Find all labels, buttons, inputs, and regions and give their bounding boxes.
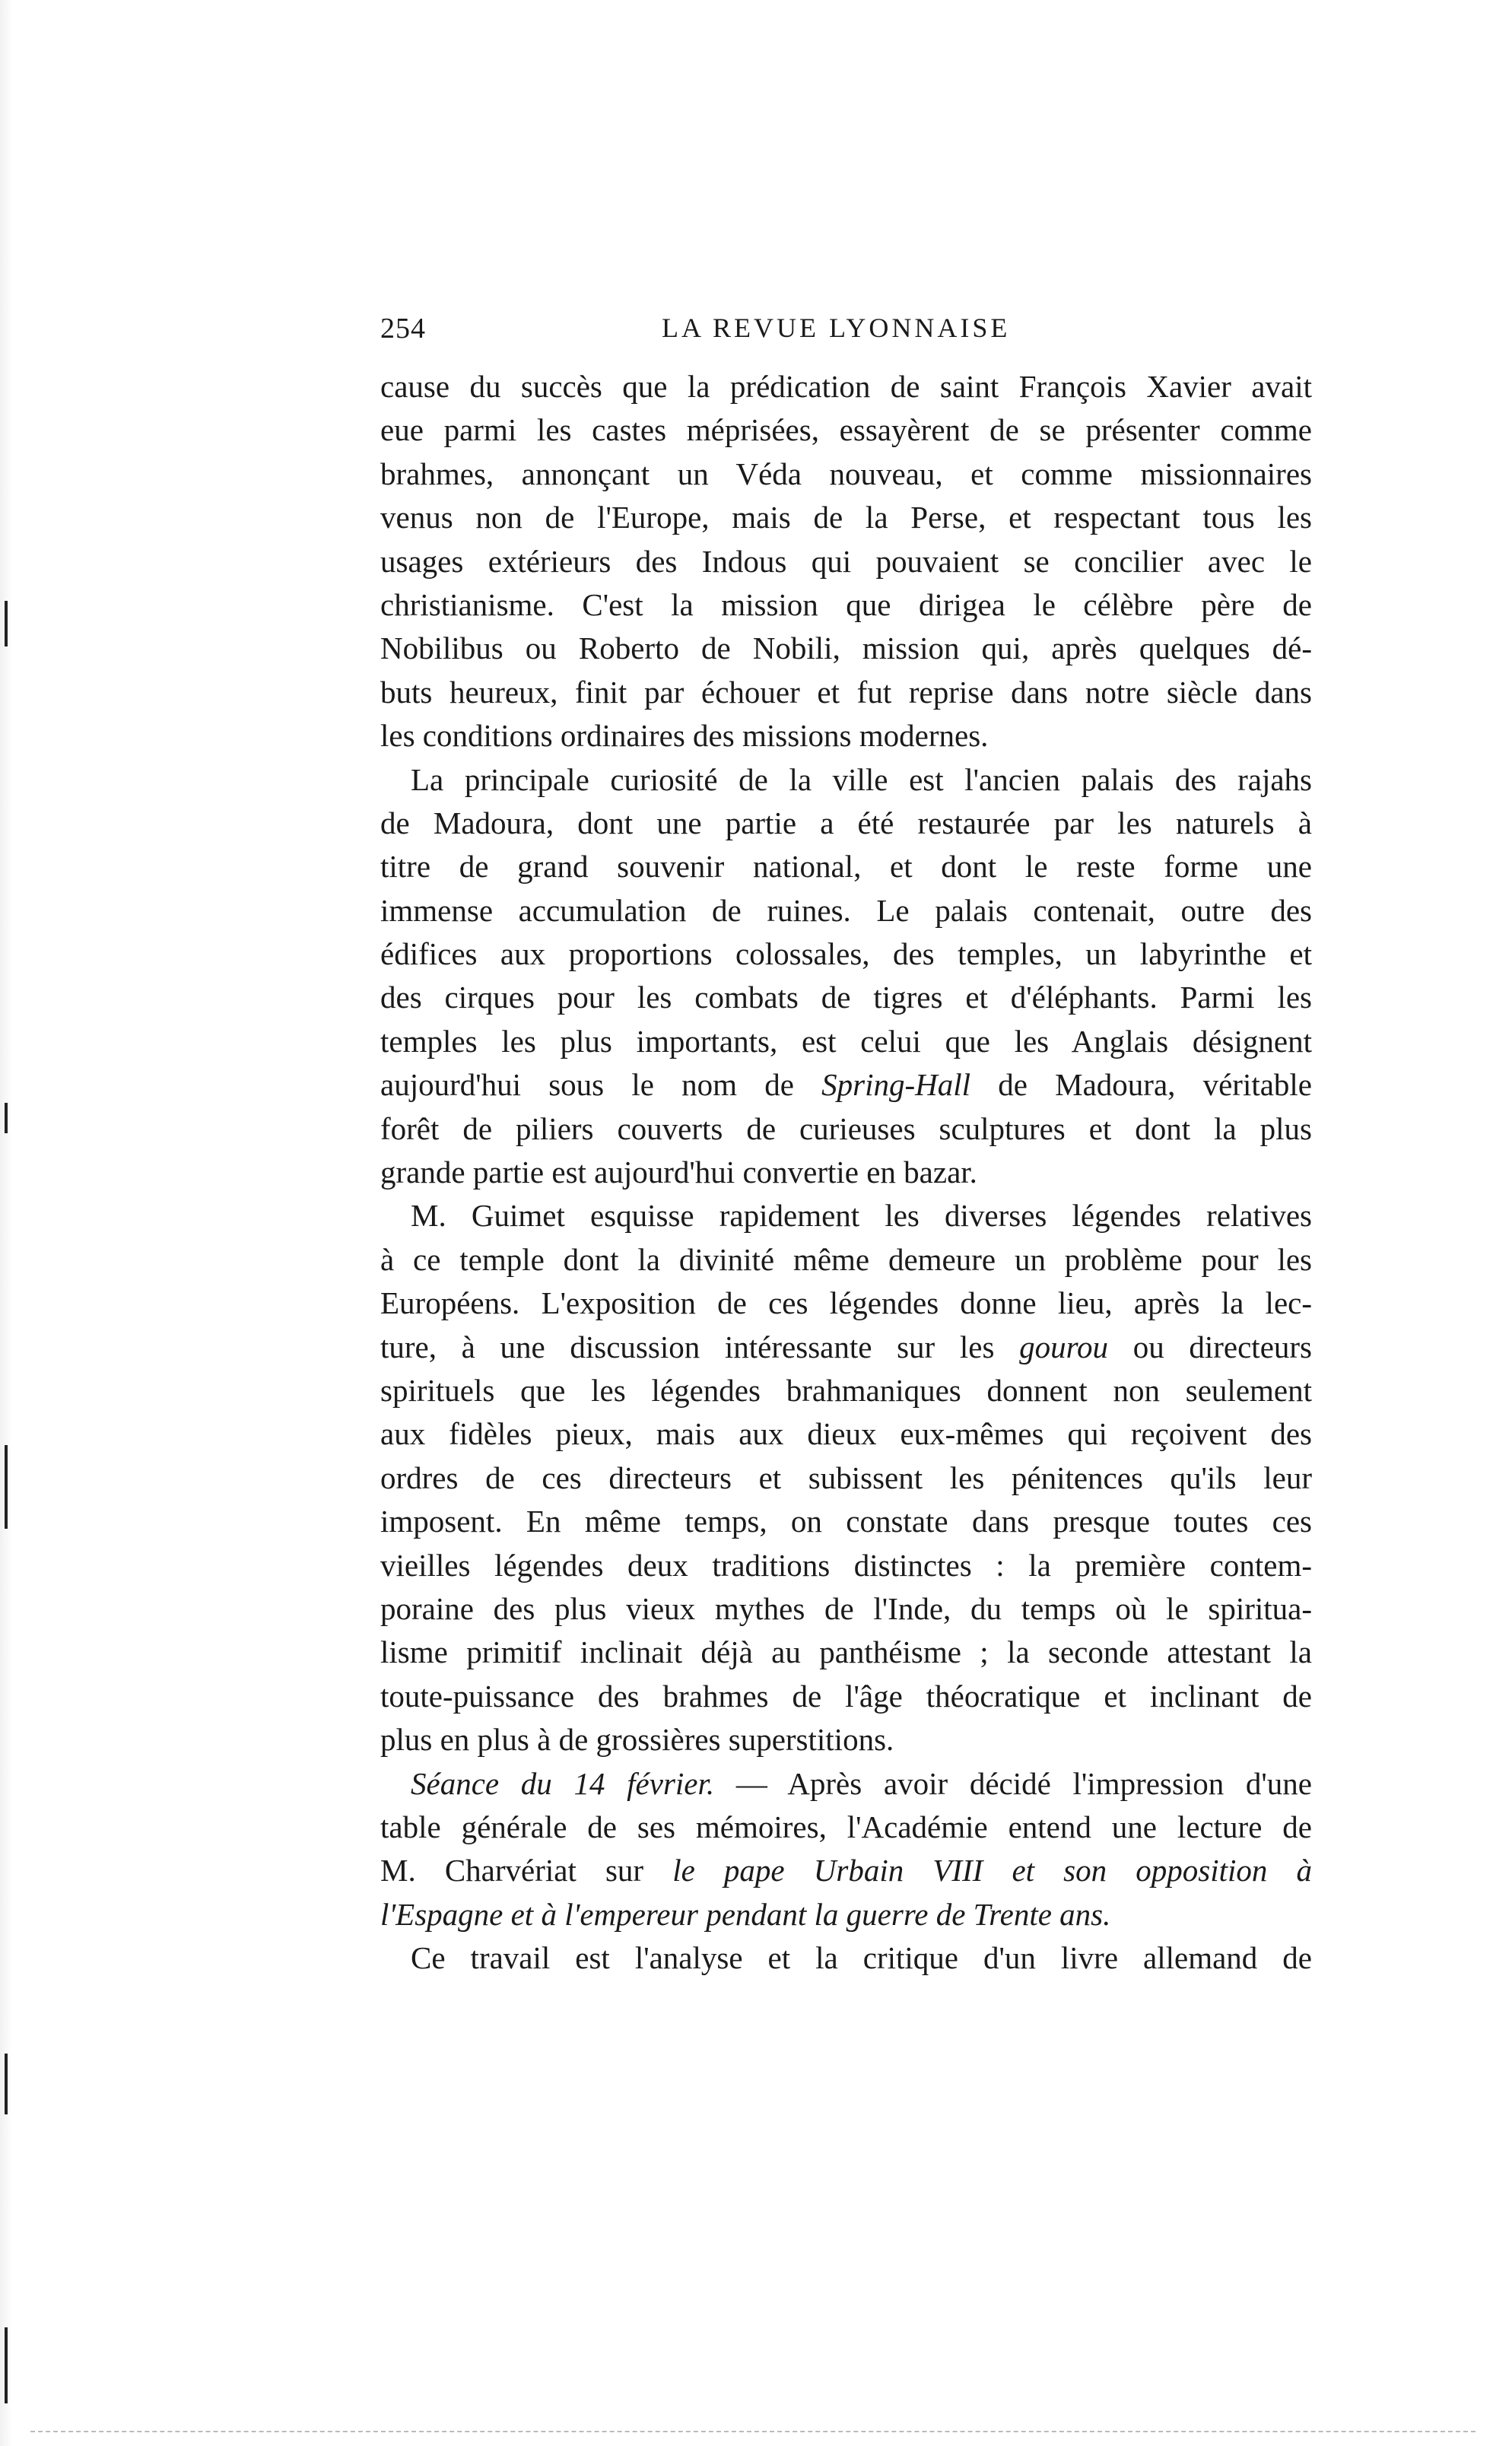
text-line: venus non de l'Europe, mais de la Perse, et respectant tous les — [380, 500, 1312, 535]
text-line: cause du succès que la prédication de saint François Xavier avait — [380, 369, 1312, 404]
text-line: immense accumulation de ruines. Le palais contenait, outre des — [380, 892, 1312, 928]
text-line — [380, 1762, 1312, 1806]
text-line: vieilles légendes deux traditions distinctes : la première contem- — [380, 1547, 1312, 1583]
text-line: eue parmi les castes méprisées, essayèrent de se présenter comme — [380, 412, 1312, 448]
text-line: imposent. En même temps, on constate dans presque toutes ces — [380, 1504, 1312, 1539]
italic-term-spring-hall: Spring-Hall — [821, 1067, 971, 1103]
page-number: 254 — [380, 313, 426, 345]
text-line: édifices aux proportions colossales, des temples, un labyrinthe et — [380, 936, 1312, 972]
text-line: table générale de ses mémoires, l'Académie entend une lecture de — [380, 1809, 1312, 1844]
scan-mark — [5, 1445, 8, 1529]
page-header — [380, 312, 1310, 357]
text-line: de Madoura, dont une partie a été restaurée par les naturels à — [380, 805, 1312, 840]
text-line: des cirques pour les combats de tigres et d'éléphants. Parmi les — [380, 980, 1312, 1015]
text-line: M. Guimet esquisse rapidement les diverses légendes relatives — [411, 1198, 1312, 1234]
scan-mark — [5, 1103, 8, 1133]
text-line: poraine des plus vieux mythes de l'Inde, du temps où le spiritua- — [380, 1590, 1312, 1626]
scan-mark — [5, 601, 8, 646]
text-line: buts heureux, finit par échouer et fut reprise dans notre siècle dans — [380, 674, 1312, 710]
running-title: LA REVUE LYONNAISE — [662, 313, 1011, 343]
text-line: plus en plus à de grossières superstitions. — [380, 1722, 894, 1758]
text-segment: M. Charvériat sur — [380, 1853, 673, 1889]
scan-mark — [5, 2327, 8, 2403]
scan-mark — [5, 2054, 8, 2114]
text-line: temples les plus importants, est celui que les Anglais désignent — [380, 1023, 1312, 1059]
text-line: aux fidèles pieux, mais aux dieux eux-mêmes qui reçoivent des — [380, 1416, 1312, 1452]
text-segment: — Après avoir décidé l'impression d'une — [714, 1765, 1312, 1801]
text-line: Nobilibus ou Roberto de Nobili, mission qui, après quelques dé- — [380, 631, 1312, 666]
text-line: ordres de ces directeurs et subissent les pénitences qu'ils leur — [380, 1460, 1312, 1495]
text-segment: aujourd'hui sous le nom de — [380, 1067, 822, 1103]
body-text — [380, 365, 1312, 1980]
italic-session-date: Séance du 14 février. — [411, 1765, 715, 1801]
text-line: brahmes, annonçant un Véda nouveau, et comme missionnaires — [380, 456, 1312, 491]
text-line: titre de grand souvenir national, et dont le reste forme une — [380, 849, 1312, 885]
text-line — [380, 1849, 1312, 1892]
scan-edge-artifact — [0, 0, 12, 2446]
text-segment: de Madoura, véritable — [970, 1067, 1313, 1103]
text-line: les conditions ordinaires des missions modernes. — [380, 718, 989, 754]
text-line — [380, 1326, 1312, 1369]
text-line: Européens. L'exposition de ces légendes donne lieu, après la lec- — [380, 1285, 1312, 1321]
text-line: toute-puissance des brahmes de l'âge théocratique et inclinant de — [380, 1678, 1312, 1714]
text-line: christianisme. C'est la mission que dirigea le célèbre père de — [380, 586, 1312, 622]
text-line — [380, 1063, 1312, 1107]
text-line: grande partie est aujourd'hui convertie en bazar. — [380, 1155, 977, 1190]
text-line: spirituels que les légendes brahmaniques donnent non seulement — [380, 1372, 1312, 1408]
text-line: lisme primitif inclinait déjà au panthéisme ; la seconde attestant la — [380, 1634, 1312, 1670]
italic-term-gourou: gourou — [1019, 1329, 1109, 1364]
text-line: La principale curiosité de la ville est l'ancien palais des rajahs — [411, 761, 1312, 797]
italic-lecture-title: l'Espagne et à l'empereur pendant la guerre de Trente ans. — [380, 1896, 1111, 1932]
text-line — [380, 1893, 1312, 1936]
text-line: forêt de piliers couverts de curieuses sculptures et dont la plus — [380, 1110, 1312, 1146]
text-line: à ce temple dont la divinité même demeure un problème pour les — [380, 1241, 1312, 1277]
text-line: Ce travail est l'analyse et la critique d'un livre allemand de — [411, 1940, 1312, 1976]
text-segment: ture, à une discussion intéressante sur les — [380, 1329, 1020, 1364]
text-line: usages extérieurs des Indous qui pouvaient se concilier avec le — [380, 543, 1312, 579]
text-segment: ou directeurs — [1108, 1329, 1313, 1364]
italic-lecture-title: le pape Urbain VIII et son opposition à — [672, 1853, 1313, 1889]
scan-bottom-artifact — [30, 2431, 1475, 2432]
